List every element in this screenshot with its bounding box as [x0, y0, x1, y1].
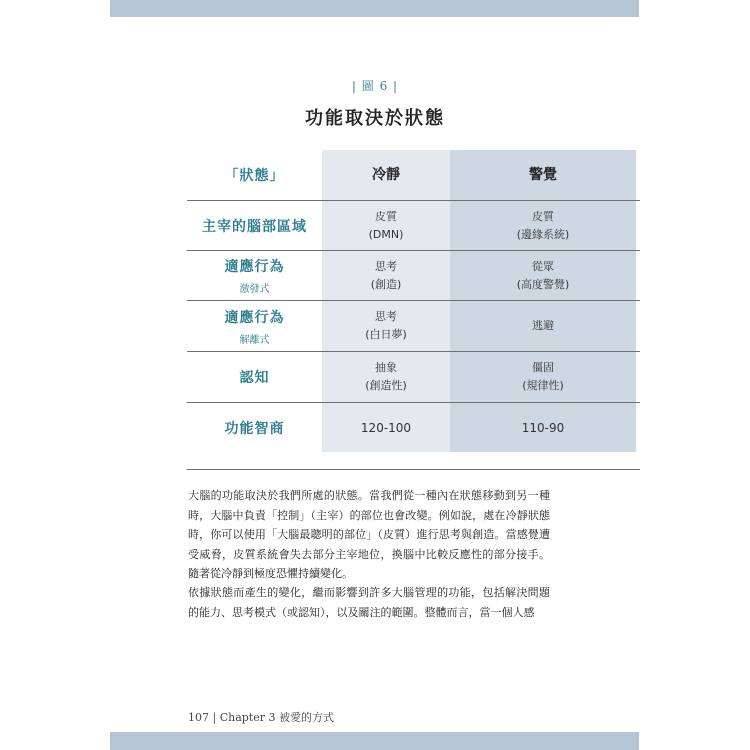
- top-color-band: [110, 0, 639, 17]
- cell-line: 逃避: [532, 319, 554, 332]
- cell-line: 抽象: [375, 361, 397, 374]
- table-cell-alert: [450, 403, 636, 452]
- row-label-main: 認知: [239, 370, 270, 386]
- table-cell-calm: [322, 301, 450, 351]
- cell-line: (創造性): [365, 379, 407, 392]
- table-cell-calm: [322, 403, 450, 452]
- table-header-label: 「狀態」: [224, 168, 285, 184]
- table-header-state: [187, 150, 322, 200]
- figure-title: 功能取決於狀態: [305, 108, 445, 129]
- figure-label: | 圖 6 |: [351, 79, 399, 93]
- body-paragraph-1: 大腦的功能取決於我們所處的狀態。當我們從一種內在狀態移動到另一種時，大腦中負責「控制」（主宰）的部位也會改變。例如說，處在冷靜狀態時，你可以使用「大腦最聰明的部位」（皮質）進行思考與創造。當感覺遭受威脅，皮質系統會失去部分主宰地位，換腦中比較反應性的部分接手。隨著從冷靜到極度恐懼持續變化。: [188, 489, 550, 580]
- row-label-sub: 激發式: [239, 284, 270, 295]
- table-row-label: [187, 352, 322, 402]
- cell-line: 120-100: [360, 420, 412, 435]
- cell-line: (創造): [370, 277, 402, 291]
- table-cell-alert: [450, 352, 636, 402]
- table-header-alert: 警覺: [529, 167, 557, 183]
- cell-line: 皮質: [532, 209, 554, 223]
- row-label-sub: 解離式: [239, 334, 270, 346]
- table-header-calm: 冷靜: [372, 167, 400, 183]
- cell-line: (規律性): [522, 379, 564, 392]
- table-row-label: [187, 301, 322, 351]
- table-cell-calm: [322, 201, 450, 250]
- cell-line: (高度警覺): [516, 277, 570, 291]
- row-label-main: 適應行為: [224, 259, 285, 275]
- table-cell-calm: [322, 251, 450, 300]
- cell-line: 思考: [375, 259, 397, 273]
- row-label-main: 功能智商: [224, 420, 285, 437]
- table-row-label: [187, 201, 322, 250]
- bottom-color-band: [110, 732, 639, 750]
- cell-line: 思考: [375, 310, 397, 323]
- table-cell-alert: [450, 301, 636, 351]
- page-footer: 107 | Chapter 3 被愛的方式: [188, 711, 334, 724]
- cell-line: 僵固: [532, 361, 554, 374]
- cell-line: (邊緣系統): [516, 227, 570, 241]
- table-row-label: [187, 403, 322, 452]
- table-cell-calm: [322, 352, 450, 402]
- cell-line: (白日夢): [365, 328, 407, 341]
- cell-line: (DMN): [368, 227, 404, 241]
- table-cell-alert: [450, 251, 636, 300]
- table-bottom-rule: [187, 469, 640, 470]
- cell-line: 皮質: [375, 209, 397, 223]
- body-paragraph-2: 依據狀態而產生的變化，繼而影響到許多大腦管理的功能，包括解決問題的能力、思考模式（或認知），以及關注的範圍。整體而言，當一個人感: [188, 586, 550, 619]
- row-label-main: 主宰的腦部區域: [202, 218, 307, 235]
- table-cell-alert: [450, 201, 636, 250]
- table-row-label: [187, 251, 322, 300]
- cell-line: 從眾: [532, 259, 554, 273]
- cell-line: 110-90: [521, 420, 565, 435]
- row-label-main: 適應行為: [224, 309, 285, 326]
